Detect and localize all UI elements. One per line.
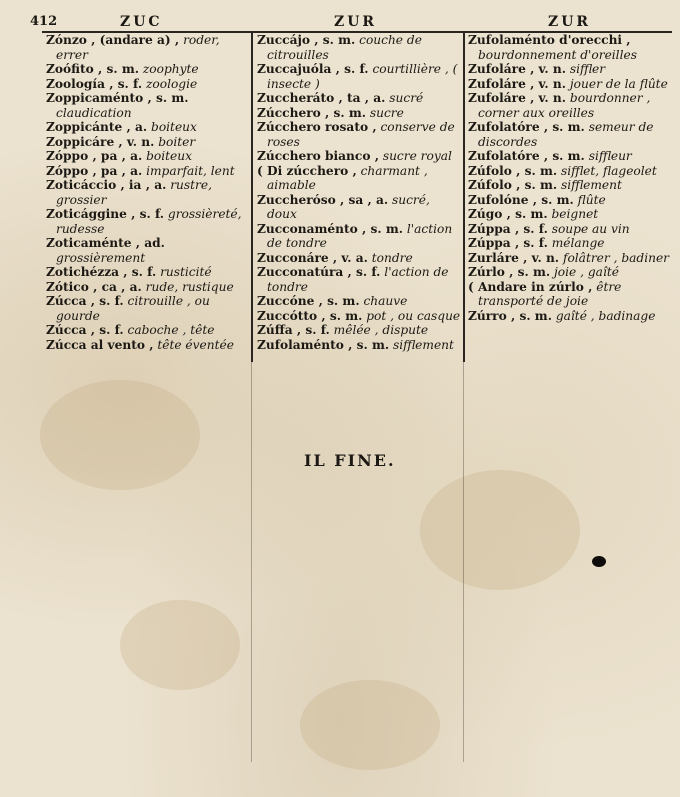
entry-definition: courtillière , ( insecte )	[267, 62, 458, 91]
entry-definition: sucré	[389, 91, 424, 105]
entry-definition: roder, errer	[56, 33, 220, 62]
entry-definition: chauve	[363, 294, 408, 308]
entry-definition: sucre	[369, 105, 404, 120]
dictionary-entry	[46, 77, 250, 92]
dictionary-entry	[46, 91, 250, 120]
ink-blot	[592, 556, 606, 567]
dictionary-entry	[468, 222, 674, 237]
dictionary-entry	[468, 62, 674, 77]
entry-definition: bourdonner , corner aux oreilles	[478, 91, 651, 120]
dictionary-entry	[257, 106, 462, 121]
entry-definition: grossièrement	[56, 250, 146, 265]
entry-headword: Zúfolo , s. m.	[468, 163, 558, 178]
entry-headword: Zuccájo , s. m.	[257, 33, 356, 47]
dictionary-column-right	[468, 33, 674, 323]
entry-definition: siffleur	[588, 149, 632, 163]
right-column-header: ZUR	[548, 14, 592, 30]
entry-definition: conserve de roses	[267, 120, 455, 149]
dictionary-entry	[257, 338, 462, 353]
entry-definition: beignet	[551, 207, 599, 221]
entry-definition: flûte	[577, 192, 606, 207]
dictionary-entry	[468, 178, 674, 193]
entry-headword: Zurláre , v. n.	[468, 250, 560, 265]
entry-definition: siffler	[569, 62, 606, 76]
entry-headword: Zufoláre , v. n.	[468, 62, 567, 76]
entry-definition: boiter	[158, 134, 196, 149]
dictionary-entry	[46, 280, 250, 295]
column-divider-faint	[463, 362, 464, 762]
entry-definition: citrouille , ou gourde	[56, 294, 210, 323]
entry-definition: zoophyte	[142, 62, 199, 76]
running-header	[0, 14, 680, 32]
entry-headword: Zoppicaménto , s. m.	[46, 91, 189, 105]
dictionary-entry	[468, 236, 674, 251]
entry-definition: caboche , tête	[127, 323, 215, 337]
dictionary-entry	[468, 207, 674, 222]
entry-headword: Zucconatúra , s. f.	[257, 265, 381, 279]
paper-stain	[120, 600, 240, 690]
dictionary-entry	[257, 164, 462, 193]
end-title: IL FINE.	[304, 451, 396, 470]
dictionary-entry	[46, 164, 250, 179]
entry-headword: Zoticáccio , ia , a.	[46, 178, 167, 192]
dictionary-entry	[257, 222, 462, 251]
entry-headword: Zufolaménto , s. m.	[257, 337, 390, 352]
entry-headword: Zúfolo , s. m.	[468, 178, 558, 192]
dictionary-entry	[257, 120, 462, 149]
entry-headword: Zufolatóre , s. m.	[468, 149, 585, 163]
paper-stain	[300, 680, 440, 770]
entry-definition: grossièreté, rudesse	[56, 207, 242, 236]
dictionary-entry	[46, 33, 250, 62]
entry-headword: Zóppo , pa , a.	[46, 149, 143, 163]
entry-headword: Zúcchero bianco ,	[257, 149, 379, 163]
dictionary-entry	[46, 149, 250, 164]
entry-definition: charmant , aimable	[267, 163, 428, 192]
entry-definition: boiteux	[151, 120, 197, 134]
entry-definition: claudication	[56, 105, 132, 120]
entry-definition: mélange	[551, 236, 605, 250]
entry-headword: Zucconáre , v. a.	[257, 250, 368, 265]
entry-headword: Zúcca , s. f.	[46, 294, 124, 308]
entry-definition: rude, rustique	[145, 279, 234, 294]
paper-stain	[40, 380, 200, 490]
entry-definition: joie , gaîté	[554, 265, 619, 279]
entry-headword: ( Di zúcchero ,	[257, 163, 357, 178]
entry-definition: l'action de tondre	[267, 221, 453, 250]
entry-headword: Zóppo , pa , a.	[46, 163, 143, 178]
entry-headword: ( Andare in zúrlo ,	[468, 279, 593, 294]
entry-definition: couche de citrouilles	[267, 33, 422, 62]
entry-headword: Zufolatóre , s. m.	[468, 120, 585, 134]
entry-headword: Zuccheróso , sa , a.	[257, 192, 389, 207]
dictionary-entry	[468, 120, 674, 149]
entry-headword: Zufoláre , v. n.	[468, 91, 567, 105]
dictionary-entry	[468, 33, 674, 62]
dictionary-entry	[257, 309, 462, 324]
entry-headword: Zotichézza , s. f.	[46, 265, 157, 279]
entry-headword: Zuccóne , s. m.	[257, 294, 360, 308]
entry-headword: Zúrro , s. m.	[468, 308, 552, 323]
dictionary-entry	[468, 251, 674, 266]
entry-headword: Zoticaménte , ad.	[46, 236, 165, 250]
page-number: 412	[30, 14, 58, 29]
entry-headword: Zuccheráto , ta , a.	[257, 91, 386, 105]
dictionary-entry	[257, 33, 462, 62]
dictionary-entry	[46, 323, 250, 338]
entry-definition: rusticité	[160, 265, 212, 279]
entry-headword: Zoticággine , s. f.	[46, 207, 165, 221]
column-divider	[251, 32, 253, 362]
entry-headword: Zuccajuóla , s. f.	[257, 62, 369, 76]
entry-headword: Zúppa , s. f.	[468, 221, 548, 236]
entry-headword: Zoppicáre , v. n.	[46, 134, 155, 149]
entry-definition: semeur de discordes	[478, 120, 654, 149]
dictionary-entry	[468, 77, 674, 92]
dictionary-entry	[257, 62, 462, 91]
entry-headword: Zuccótto , s. m.	[257, 308, 363, 323]
dictionary-entry	[468, 309, 674, 324]
entry-definition: folâtrer , badiner	[562, 250, 669, 265]
dictionary-entry	[46, 338, 250, 353]
column-divider	[463, 32, 465, 362]
dictionary-column-left	[46, 33, 250, 352]
dictionary-entry	[257, 149, 462, 164]
dictionary-entry	[257, 91, 462, 106]
entry-headword: Zucconaménto , s. m.	[257, 221, 403, 236]
dictionary-entry	[468, 164, 674, 179]
entry-headword: Zufolóne , s. m.	[468, 192, 574, 207]
entry-definition: rustre, grossier	[56, 178, 212, 207]
entry-definition: l'action de tondre	[267, 265, 449, 294]
dictionary-entry	[468, 280, 674, 309]
entry-headword: Zótico , ca , a.	[46, 279, 142, 294]
column-divider-faint	[251, 362, 252, 762]
left-column-header: ZUC	[120, 14, 163, 30]
entry-definition: pot , ou casque	[366, 308, 461, 323]
dictionary-entry	[46, 62, 250, 77]
dictionary-entry	[46, 236, 250, 265]
dictionary-entry	[257, 294, 462, 309]
dictionary-column-middle	[257, 33, 462, 352]
dictionary-entry	[257, 265, 462, 294]
entry-headword: Zónzo , (andare a) ,	[46, 33, 180, 47]
entry-definition: sucre royal	[382, 149, 452, 163]
dictionary-entry	[468, 193, 674, 208]
entry-definition: imparfait, lent	[146, 163, 235, 178]
entry-headword: Zúffa , s. f.	[257, 323, 330, 337]
entry-headword: Zúcca , s. f.	[46, 323, 124, 337]
entry-headword: Zoppicánte , a.	[46, 120, 148, 134]
entry-headword: Zúgo , s. m.	[468, 207, 548, 221]
entry-definition: sifflement	[393, 337, 454, 352]
dictionary-entry	[468, 265, 674, 280]
dictionary-entry	[468, 149, 674, 164]
entry-headword: Zufoláre , v. n.	[468, 76, 567, 91]
dictionary-entry	[468, 91, 674, 120]
entry-definition: soupe au vin	[551, 221, 630, 236]
dictionary-entry	[46, 265, 250, 280]
entry-definition: tondre	[371, 250, 413, 265]
entry-definition: sifflet, flageolet	[560, 163, 657, 178]
entry-headword: Zufolaménto d'orecchi ,	[468, 33, 631, 47]
entry-definition: sifflement	[560, 178, 622, 192]
entry-headword: Zúcca al vento ,	[46, 337, 154, 352]
dictionary-entry	[257, 193, 462, 222]
dictionary-entry	[257, 251, 462, 266]
entry-headword: Zoófito , s. m.	[46, 62, 139, 76]
paper-stain	[420, 470, 580, 590]
entry-definition: mêlée , dispute	[333, 323, 429, 337]
entry-definition: zoologie	[145, 76, 198, 91]
entry-headword: Zúppa , s. f.	[468, 236, 548, 250]
entry-headword: Zúrlo , s. m.	[468, 265, 551, 279]
entry-definition: tête éventée	[157, 337, 234, 352]
dictionary-entry	[46, 207, 250, 236]
entry-headword: Zoología , s. f.	[46, 76, 143, 91]
dictionary-entry	[46, 294, 250, 323]
entry-definition: bourdonnement d'oreilles	[478, 47, 637, 62]
entry-definition: jouer de la flûte	[569, 76, 668, 91]
entry-definition: boiteux	[146, 149, 192, 163]
entry-headword: Zúcchero , s. m.	[257, 105, 366, 120]
entry-definition: sucré, doux	[267, 192, 430, 221]
dictionary-entry	[46, 178, 250, 207]
middle-column-header: ZUR	[334, 14, 378, 30]
dictionary-entry	[257, 323, 462, 338]
entry-headword: Zúcchero rosato ,	[257, 120, 377, 134]
entry-definition: être transporté de joie	[478, 279, 622, 308]
entry-definition: gaîté , badinage	[555, 308, 656, 323]
dictionary-entry	[46, 120, 250, 135]
dictionary-entry	[46, 135, 250, 150]
